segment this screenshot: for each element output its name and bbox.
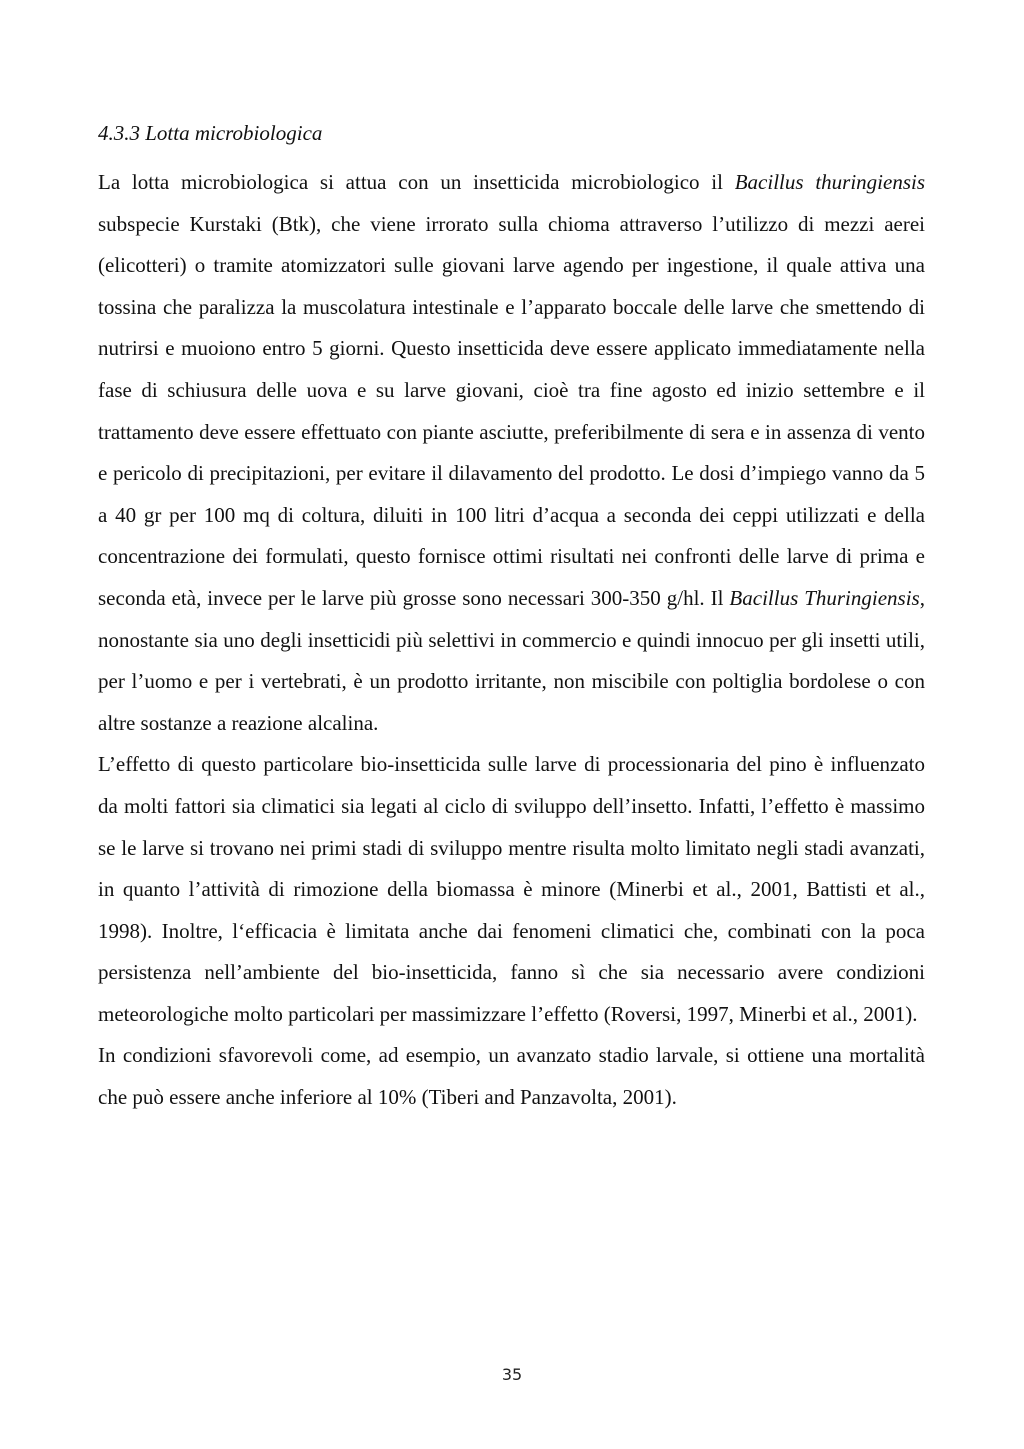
document-body bbox=[98, 118, 925, 1119]
species-name-italic-2: Bacillus Thuringiensis bbox=[729, 585, 920, 610]
section-heading: 4.3.3 Lotta microbiologica bbox=[98, 121, 323, 145]
paragraph-condizioni-sfavorevoli: In condizioni sfavorevoli come, ad esempio, un avanzato stadio larvale, si ottiene una mortalità che può essere anche inferiore al 10% (Tiberi and Panzavolta, 2001). bbox=[98, 1043, 925, 1110]
paragraph1-text-1: La lotta microbiologica si attua con un insetticida microbiologico il bbox=[98, 170, 735, 194]
paragraph-lotta-microbiologica bbox=[98, 162, 925, 744]
paragraph1-text-2: subspecie Kurstaki (Btk), che viene irrorato sulla chioma attraverso l’utilizzo di mezzi aerei (elicotteri) o tramite atomizzatori sulle giovani larve agendo per ingestione, il quale attiva una tossina che paralizza la muscolatura intestinale e l’apparato boccale delle larve che smettendo di nutrirsi e muoiono entro 5 giorni. Questo insetticida deve essere applicato immediatamente nella fase di schiusura delle uova e su larve giovani, cioè tra fine agosto ed inizio settembre e il trattamento deve essere effettuato con piante asciutte, preferibilmente di sera e in assenza di vento e pericolo di precipitazioni, per evitare il dilavamento del prodotto. Le dosi d’impiego vanno da 5 a 40 gr per 100 mq di coltura, diluiti in 100 litri d’acqua a seconda dei ceppi utilizzati e della concentrazione dei formulati, questo fornisce ottimi risultati nei confronti delle larve di prima e seconda età, invece per le larve più grosse sono necessari 300-350 g/hl. Il bbox=[98, 211, 925, 610]
page-number: 35 bbox=[501, 1365, 523, 1384]
species-name-italic-1: Bacillus thuringiensis bbox=[734, 170, 926, 194]
paragraph1-text-3: , nonostante sia uno degli insetticidi più selettivi in commercio e quindi innocuo per gli insetti utili, per l’uomo e per i vertebrati, è un prodotto irritante, non miscibile con poltiglia bordolese o con altre sostanze a reazione alcalina. bbox=[98, 585, 925, 735]
paragraph-effetto: L’effetto di questo particolare bio-insetticida sulle larve di processionaria del pino è influenzato da molti fattori sia climatici sia legati al ciclo di sviluppo dell’insetto. Infatti, l’effetto è massimo se le larve si trovano nei primi stadi di sviluppo mentre risulta molto limitato negli stadi avanzati, in quanto l’attività di rimozione della biomassa è minore (Minerbi et al., 2001, Battisti et al., 1998). Inoltre, l‘efficacia è limitata anche dai fenomeni climatici che, combinati con la poca persistenza nell’ambiente del bio-insetticida, fanno sì che sia necessario avere condizioni meteorologiche molto particolari per massimizzare l’effetto (Roversi, 1997, Minerbi et al., 2001). bbox=[98, 752, 925, 1026]
